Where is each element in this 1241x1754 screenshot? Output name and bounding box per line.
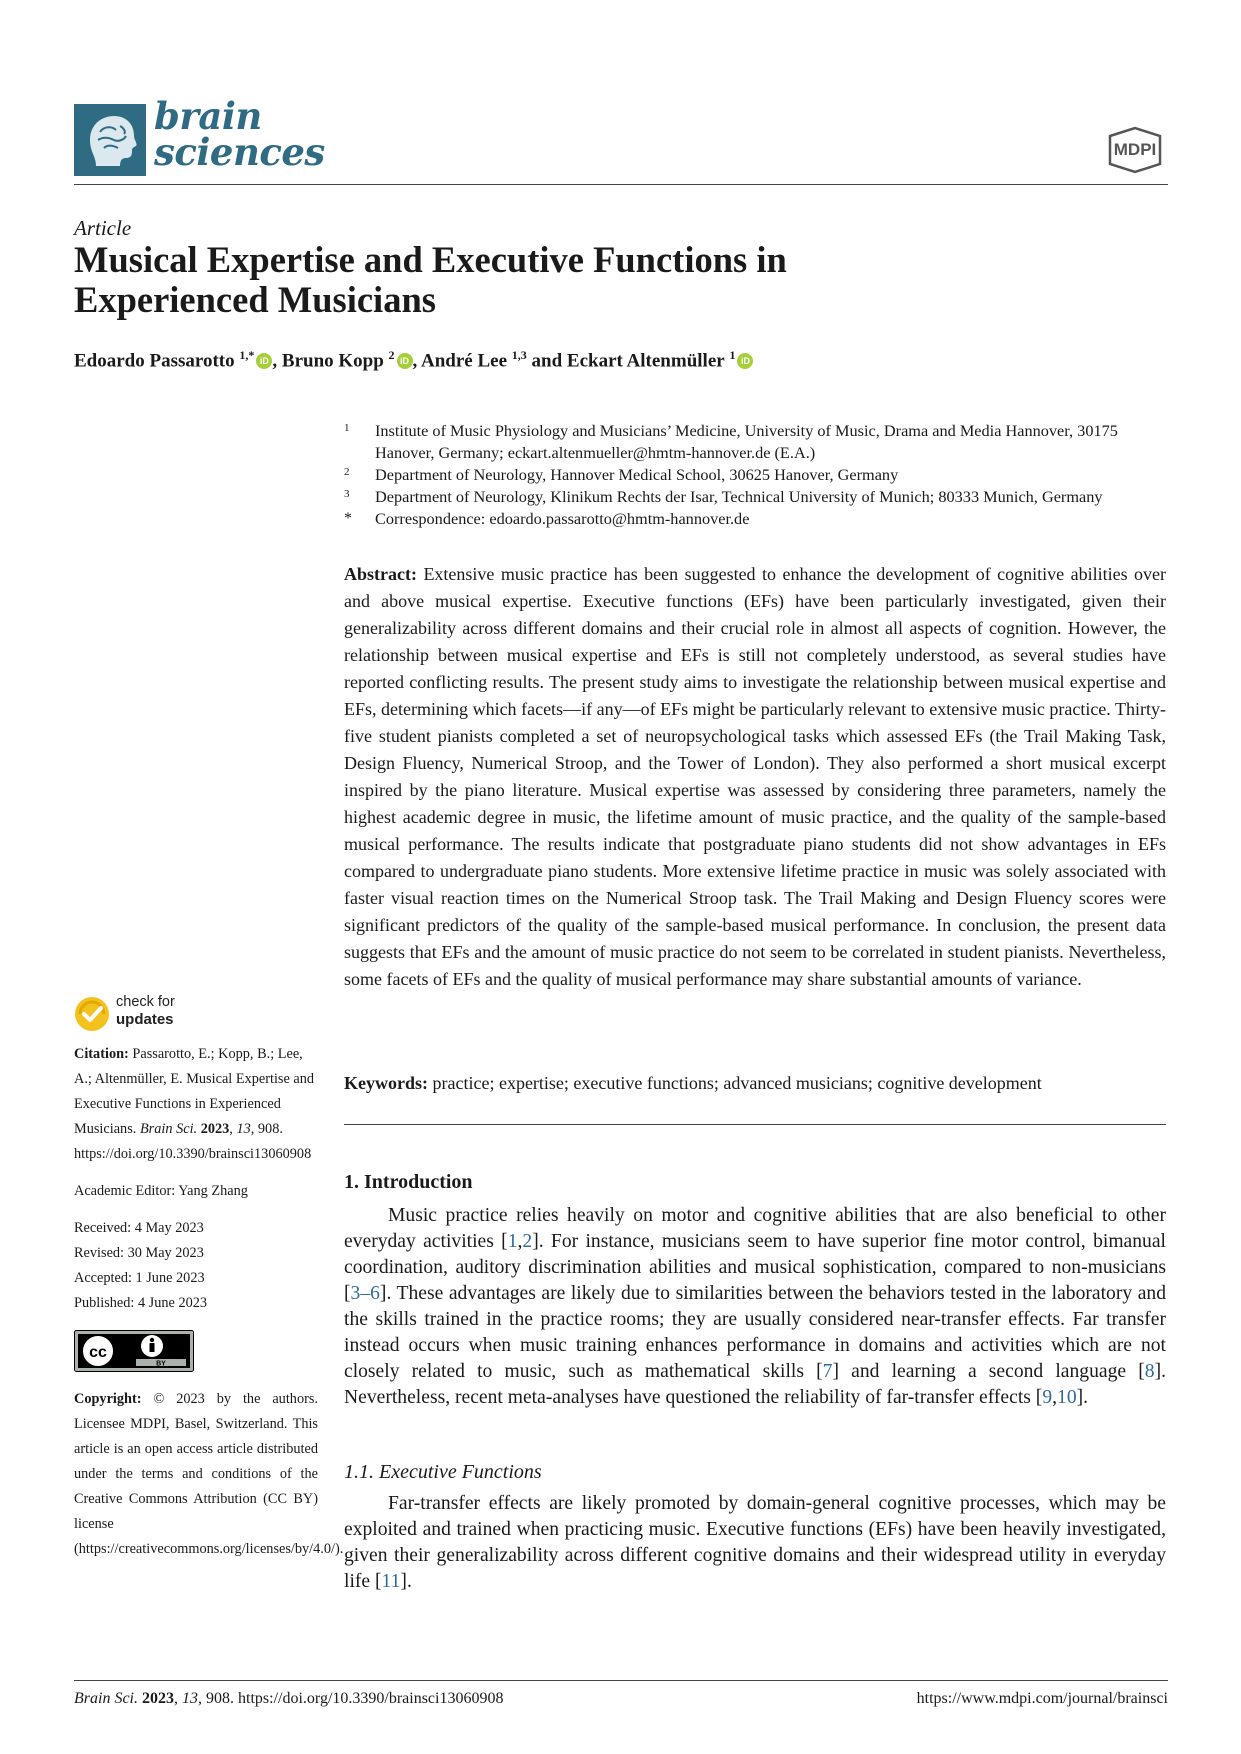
footer-divider [74,1680,1168,1681]
affiliation-item [344,486,1174,508]
author-name[interactable]: Bruno Kopp [281,350,384,372]
author-affiliation-mark: 1,* [239,348,255,362]
abstract [344,561,1166,993]
affiliation-item [344,420,1174,464]
citation-doi[interactable]: , 908. https://doi.org/10.3390/brainsci13060908 [74,1121,312,1162]
correspondence-text[interactable]: Correspondence: edoardo.passarotto@hmtm-hannover.de [375,509,750,528]
abstract-divider [344,1124,1166,1125]
dates-block [74,1216,318,1316]
header-divider [74,184,1168,185]
orcid-icon[interactable]: iD [397,353,413,369]
svg-text:cc: cc [89,1344,107,1361]
author-list [74,348,753,372]
citation-ref-link[interactable]: 7 [822,1361,833,1382]
orcid-icon[interactable]: iD [256,353,272,369]
copyright-text: © 2023 by the authors. Licensee MDPI, Basel, Switzerland. This article is an open access article distributed under the terms and conditions of the Creative Commons Attribution (CC BY) license (https://creativecommons.org/licenses/by/4.0/). [74,1391,344,1557]
date-accepted: Accepted: 1 June 2023 [74,1270,205,1286]
affiliations [344,420,1174,530]
article-title: Musical Expertise and Executive Functions in Experienced Musicians [74,239,787,320]
citation-ref-link[interactable]: 3–6 [350,1283,380,1304]
author-name[interactable]: Edoardo Passarotto [74,350,235,372]
affiliation-text: Department of Neurology, Klinikum Rechts der Isar, Technical University of Munich; 80333 Munich, Germany [375,487,1103,506]
author-name[interactable]: Eckart Altenmüller [566,350,725,372]
abstract-label: Abstract: [344,564,417,584]
check-for-updates-line1: check for [116,994,175,1010]
keywords [344,1070,1166,1097]
academic-editor: Academic Editor: Yang Zhang [74,1183,248,1199]
check-for-updates-label [116,994,175,1028]
affiliation-number: 2 [344,466,350,478]
author-name[interactable]: André Lee [421,350,508,372]
affiliation-item [344,464,1174,486]
section-heading-introduction: 1. Introduction [344,1171,473,1193]
affiliation-text: Department of Neurology, Hannover Medical School, 30625 Hanover, Germany [375,465,899,484]
author-affiliation-mark: 1,3 [511,348,527,362]
citation-text: Passarotto, E.; Kopp, B.; Lee, A.; Altenmüller, E. Musical Expertise and Executive Functions in Experienced Musicians. [74,1046,315,1137]
subsection-heading-executive-functions: 1.1. Executive Functions [344,1461,542,1483]
author-affiliation-mark: 1 [729,348,736,362]
affiliation-number: 1 [344,422,350,434]
journal-wordmark-line1: brain [154,94,262,138]
check-for-updates-icon [74,996,110,1032]
citation-ref-link[interactable]: 2 [522,1231,533,1252]
affiliation-number: 3 [344,488,350,500]
citation-ref-link[interactable]: 11 [381,1571,401,1592]
ef-paragraph: Far-transfer effects are likely promoted by domain-general cognitive processes, which may be exploited and trained when practicing music. Executive functions (EFs) have been heavily investigated, given their generalizability across different cognitive domains and their widespread utility in everyday life [11]. [344,1493,1166,1592]
footer-citation: Brain Sci. 2023, 13, 908. https://doi.org/10.3390/brainsci13060908 [74,1690,504,1707]
check-for-updates-line2: updates [116,1011,174,1028]
footer-volume: 13 [182,1690,198,1707]
journal-header [74,94,1168,184]
footer-doi[interactable]: , 908. https://doi.org/10.3390/brainsci13060908 [198,1690,504,1707]
author-separator: , [412,350,421,372]
journal-wordmark-line2: sciences [154,130,325,174]
journal-wordmark [154,94,325,174]
orcid-icon[interactable]: iD [737,353,753,369]
citation-volume: 13 [236,1121,251,1137]
citation-ref-link[interactable]: 8 [1144,1361,1155,1382]
date-revised: Revised: 30 May 2023 [74,1245,204,1261]
brain-head-logo-icon [74,104,146,176]
cc-by-label: BY [156,1360,166,1368]
cc-by-license-icon[interactable] [74,1330,194,1372]
date-published: Published: 4 June 2023 [74,1295,208,1311]
citation-journal: Brain Sci. [139,1121,198,1137]
footer-journal: Brain Sci. [74,1690,138,1707]
copyright-block [74,1387,344,1562]
mdpi-logo-icon [1102,126,1168,174]
check-for-updates-button[interactable] [74,994,318,1036]
abstract-text: Extensive music practice has been suggested to enhance the development of cognitive abilities over and above musical expertise. Executive functions (EFs) have been particularly investigated, given their generalizability across different domains and their crucial role in almost all aspects of cognition. However, the relationship between musical expertise and EFs is still not completely understood, as several studies have reported conflicting results. The present study aims to investigate the relationship between musical expertise and EFs, determining which facets—if any—of EFs might be particularly relevant to extensive music practice. Thirty-five student pianists completed a set of neuropsychological tasks which assessed EFs (the Trail Making Task, Design Fluency, Numerical Stroop, and the Tower of London). They also performed a short musical excerpt inspired by the piano literature. Musical expertise was assessed by considering three parameters, namely the highest academic degree in music, the lifetime amount of music practice, and the quality of the sample-based musical performance. The results indicate that postgraduate piano students did not show advantages in EFs compared to undergraduate piano students. More extensive lifetime practice in music was solely associated with faster visual reaction times on the Numerical Stroop task. The Trail Making and Design Fluency scores were significant predictors of the quality of the sample-based musical performance. In conclusion, the present data suggests that EFs and the amount of music practice do not seem to be correlated in student pianists. Nevertheless, some facets of EFs and the quality of musical performance may share substantial amounts of variance. [344,564,1166,989]
keywords-label: Keywords: [344,1073,428,1093]
footer-journal-url[interactable]: https://www.mdpi.com/journal/brainsci [916,1690,1168,1707]
author-affiliation-mark: 2 [388,348,395,362]
article-type: Article [74,216,132,240]
keywords-text: practice; expertise; executive functions; advanced musicians; cognitive development [432,1073,1042,1093]
author-separator: and [526,350,567,372]
date-received: Received: 4 May 2023 [74,1220,204,1236]
citation-year: 2023 [200,1121,230,1137]
citation-ref-link[interactable]: 9 [1042,1387,1053,1408]
copyright-label: Copyright: [74,1391,142,1407]
sidebar [74,994,344,1562]
affiliation-text: Institute of Music Physiology and Musicians’ Medicine, University of Music, Drama and Media Hannover, 30175 Hanover, Germany; eckart.altenmueller@hmtm-hannover.de (E.A.) [375,421,1118,462]
author-separator: , [272,350,282,372]
citation-block: Citation: Passarotto, E.; Kopp, B.; Lee, A.; Altenmüller, E. Musical Expertise and Executive Functions in Experienced Musicians. Brain Sci. 2023, 13, 908. https://doi.org/10.3390/brainsci13060908 [74,1046,315,1162]
citation-ref-link[interactable]: 10 [1057,1387,1077,1408]
footer-year: 2023 [142,1690,174,1707]
citation-ref-link[interactable]: 1 [507,1231,518,1252]
intro-paragraph: Music practice relies heavily on motor and cognitive abilities that are also beneficial to other everyday activities [1,2]. For instance, musicians seem to have superior fine motor control, bimanual coordination, auditory discrimination abilities and musical sophistication, compared to non-musicians [3–6]. These advantages are likely due to similarities between the behaviors tested in the laboratory and the skills trained in the practice rooms; they are usually considered near-transfer effects. Far transfer instead occurs when music training enhances performance in domains and activities which are not closely related to music, such as mathematical skills [7] and learning a second language [8]. Nevertheless, recent meta-analyses have questioned the reliability of far-transfer effects [9,10]. [344,1205,1166,1408]
publisher-name: MDPI [1113,140,1157,159]
citation-label: Citation: [74,1046,129,1062]
correspondence-item [344,508,1174,530]
correspondence-mark: * [344,510,352,527]
